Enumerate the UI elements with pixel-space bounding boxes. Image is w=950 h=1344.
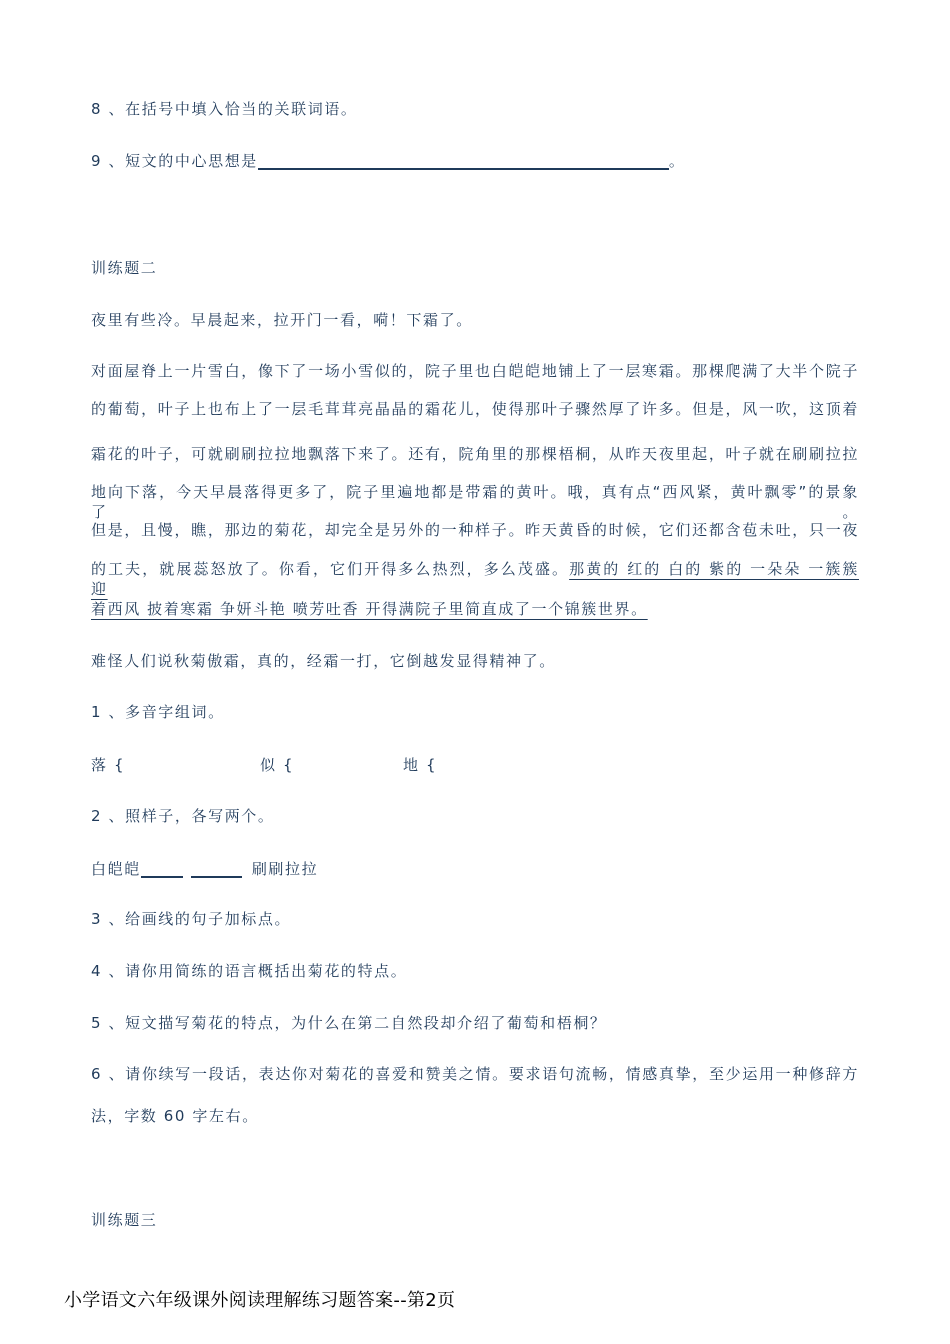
question-5: 5 、短文描写菊花的特点，为什么在第二自然段却介绍了葡萄和梧桐？: [91, 1014, 607, 1032]
paragraph-2-line: 但是，且慢，瞧，那边的菊花，却完全是另外的一种样子。昨天黄昏的时候，它们还都含苞未吐，只一夜: [91, 521, 859, 539]
paragraph-1: 夜里有些冷。早晨起来，拉开门一看，嗬！下霜了。: [91, 311, 473, 329]
question-8: 8 、在括号中填入恰当的关联词语。: [91, 100, 358, 118]
example-word: 白皑皑: [91, 860, 141, 878]
example-word: 刷刷拉拉: [251, 860, 319, 878]
paragraph-2-line: 的葡萄，叶子上也布上了一层毛茸茸亮晶晶的霜花儿，使得那叶子骤然厚了许多。但是，风一吹，这顶着: [91, 400, 859, 418]
question-9: [91, 151, 686, 171]
question-4: 4 、请你用简练的语言概括出菊花的特点。: [91, 962, 408, 980]
underlined-sentence: 着西风 披着寒霜 争妍斗艳 喷芳吐香 开得满院子里简直成了一个锦簇世界。: [91, 600, 648, 618]
section-title-3: 训练题三: [91, 1211, 158, 1229]
paragraph-3: 难怪人们说秋菊傲霜，真的，经霜一打，它倒越发显得精神了。: [91, 652, 556, 670]
section-title-2: 训练题二: [91, 259, 158, 277]
question-3: 3 、给画线的句子加标点。: [91, 910, 292, 928]
polyphone-item: 落 {: [91, 756, 126, 774]
question-2: 2 、照样子，各写两个。: [91, 807, 275, 825]
question-6-line: 法，字数 60 字左右。: [91, 1107, 259, 1125]
paragraph-2-line: 对面屋脊上一片雪白，像下了一场小雪似的，院子里也白皑皑地铺上了一层寒霜。那棵爬满了大半个院子: [91, 362, 859, 380]
paragraph-2-line: [91, 559, 859, 599]
paragraph-2-text: 的工夫，就展蕊怒放了。你看，它们开得多么热烈，多么茂盛。: [91, 560, 570, 578]
question-1: 1 、多音字组词。: [91, 703, 225, 721]
answer-blank[interactable]: [258, 167, 669, 170]
polyphone-item: 地 {: [403, 756, 438, 774]
question-2-example: [91, 859, 318, 879]
polyphone-item: 似 {: [260, 756, 295, 774]
paragraph-2-line: 霜花的叶子，可就刷刷拉拉地飘落下来了。还有，院角里的那棵梧桐，从昨天夜里起，叶子就在刷刷拉拉: [91, 445, 859, 463]
paragraph-2-line: [91, 599, 648, 619]
question-6-line: 6 、请你续写一段话，表达你对菊花的喜爱和赞美之情。要求语句流畅，情感真挚，至少运用一种修辞方: [91, 1065, 859, 1083]
question-9-text: 9 、短文的中心思想是: [91, 152, 258, 170]
page-footer: 小学语文六年级课外阅读理解练习题答案--第2页: [64, 1290, 456, 1311]
paragraph-2-line: 地向下落，今天早晨落得更多了，院子里遍地都是带霜的黄叶。哦，真有点“西风紧，黄叶飘零”的景象了。: [91, 483, 859, 521]
answer-blank[interactable]: [141, 875, 183, 878]
answer-blank[interactable]: [191, 875, 242, 878]
question-9-end: 。: [668, 152, 686, 170]
underlined-sentence: 那黄的 红的 白的 紫的 一朵朵 一簇簇 迎: [91, 560, 859, 598]
